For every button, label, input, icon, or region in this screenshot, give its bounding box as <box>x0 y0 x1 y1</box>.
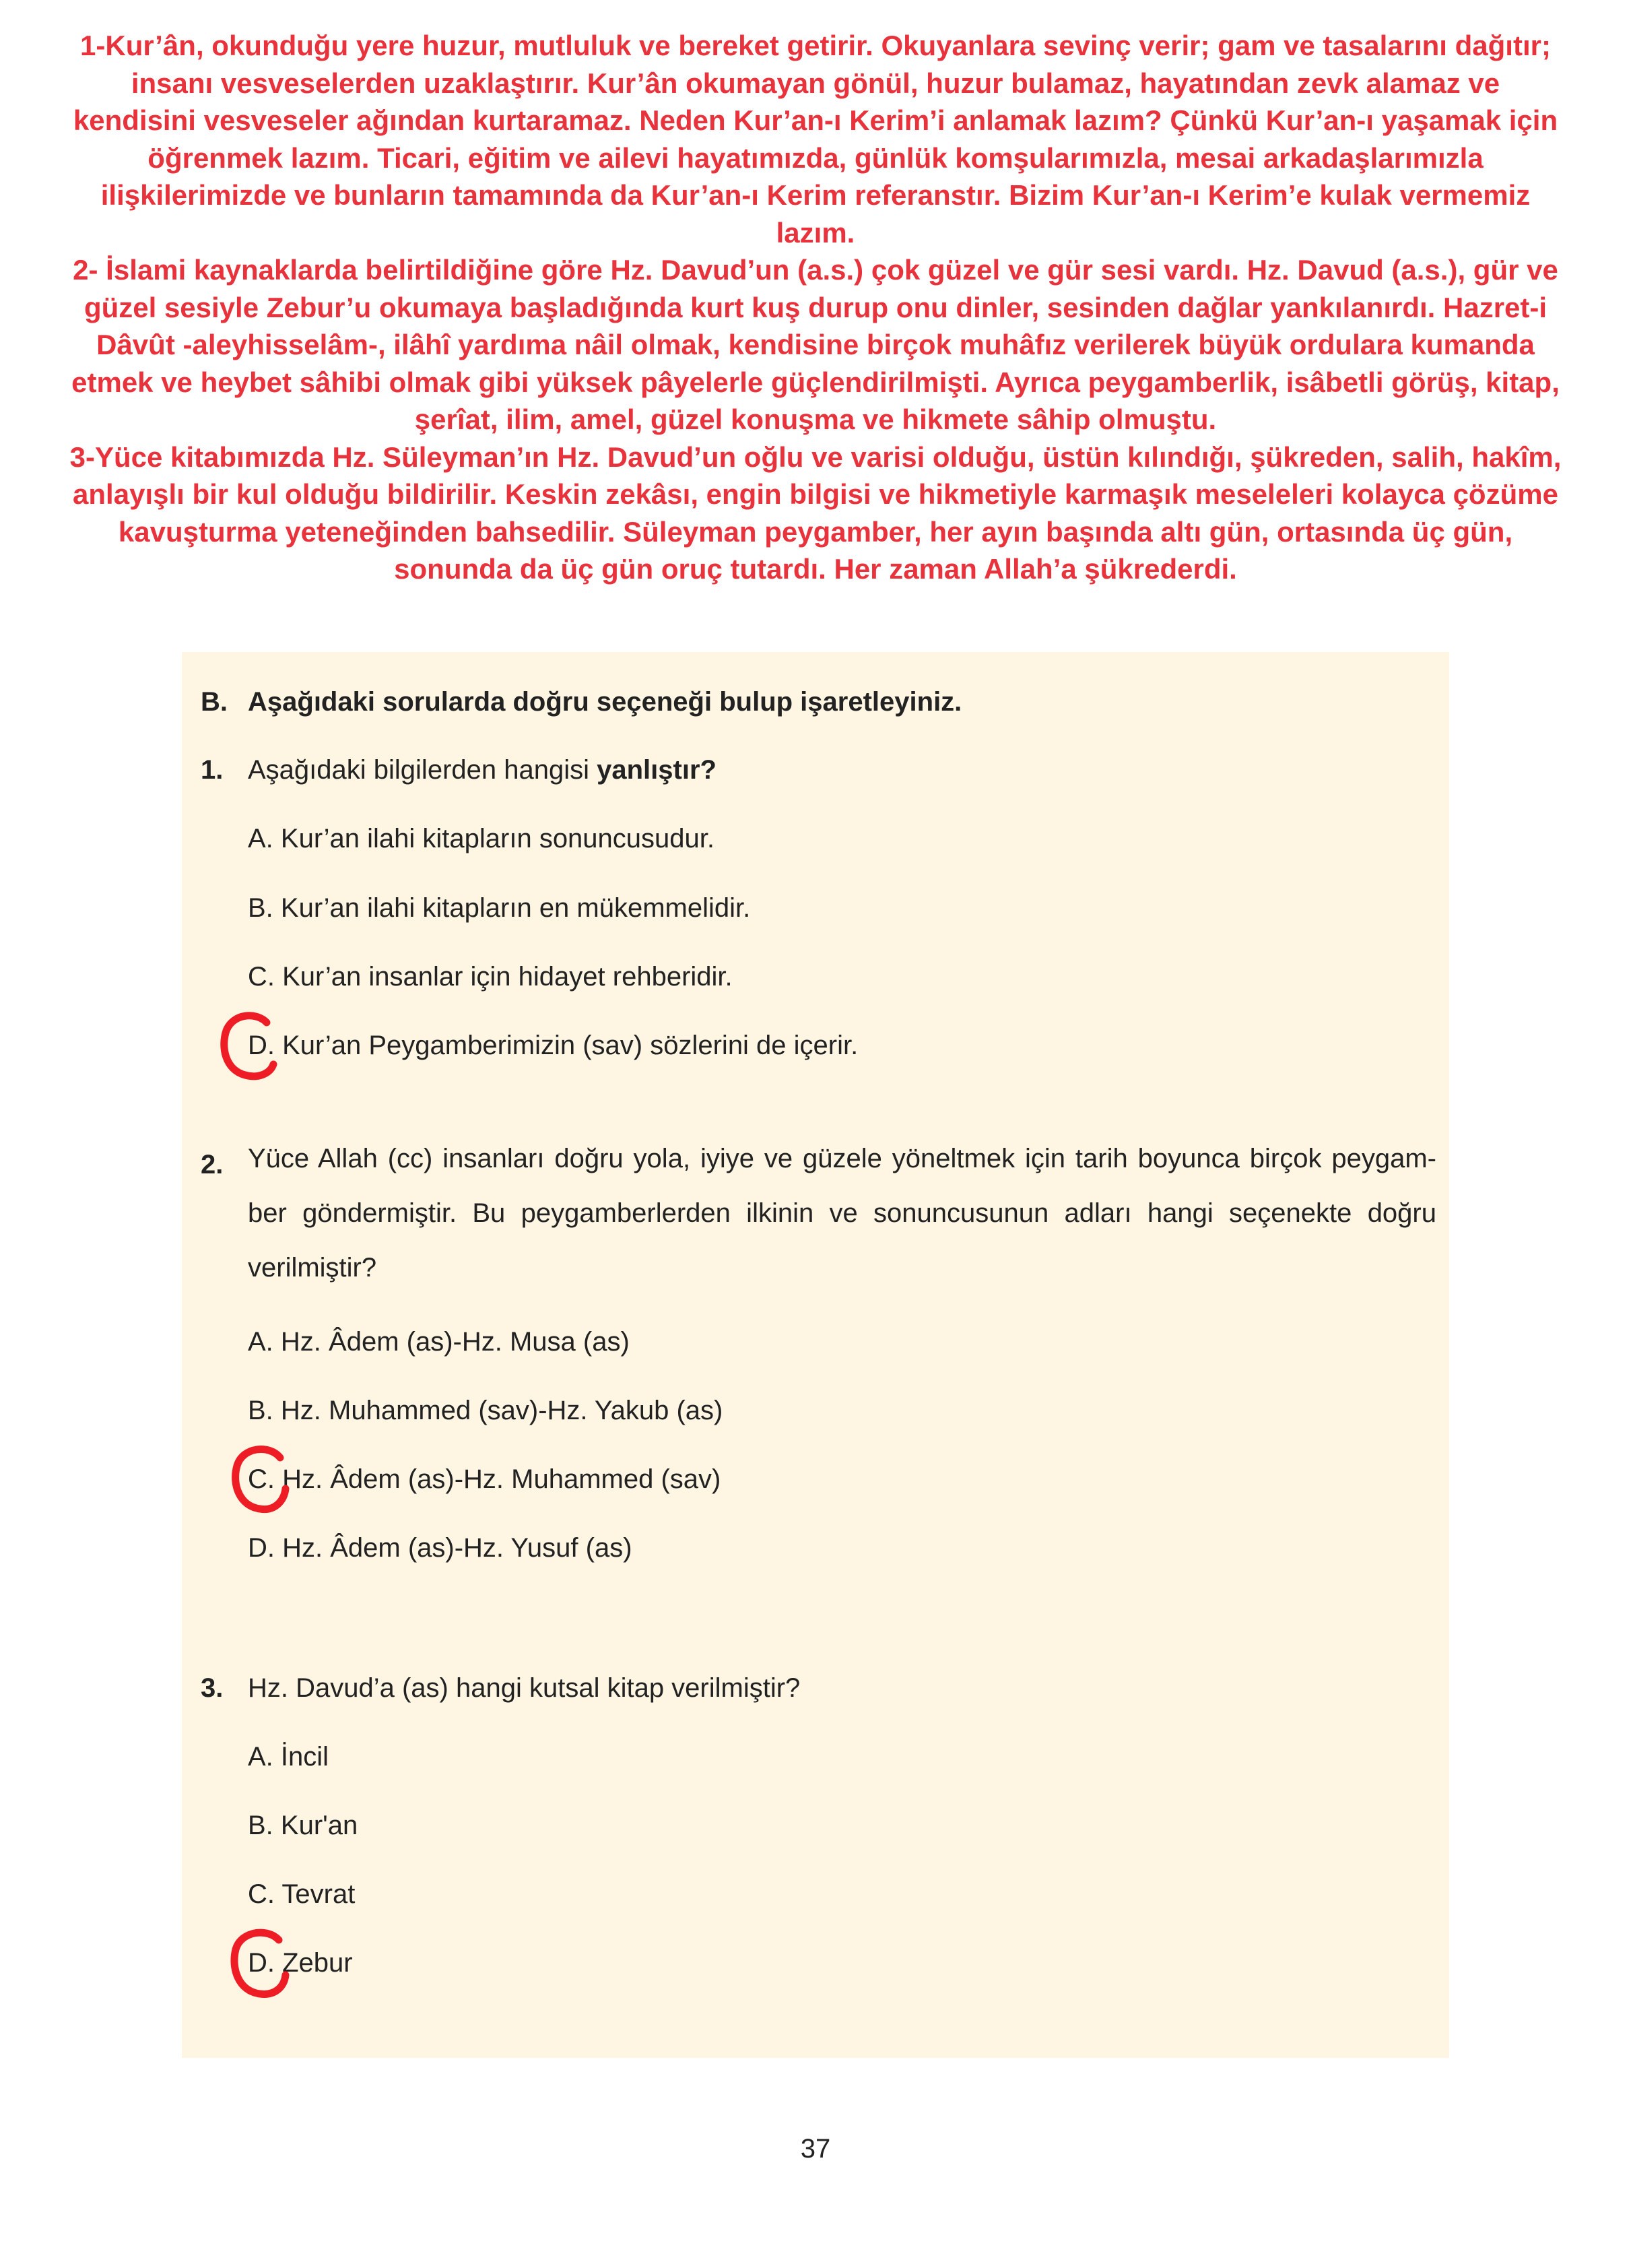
q1-option-c[interactable]: C. Kur’an insanlar için hidayet rehberidir. <box>248 962 733 992</box>
q3-option-d[interactable]: D. Zebur <box>248 1948 353 1978</box>
question-2-number: 2. <box>201 1150 224 1179</box>
q1-option-d[interactable]: D. Kur’an Peygamberimizin (sav) sözlerini de içerir. <box>248 1031 859 1060</box>
question-2-text: Yüce Allah (cc) insanları doğru yola, iyiye ve güzele yöneltmek için tarih boyunca birçok peygam- ber göndermiştir. Bu peygamberlerden ilkinin ve sonuncusunun adları hangi seçenekte doğru verilmiştir? <box>248 1144 1436 1283</box>
q3-option-a[interactable]: A. İncil <box>248 1742 329 1772</box>
q2-answer-circle <box>229 1441 293 1516</box>
section-instruction: Aşağıdaki sorularda doğru seçeneği bulup işaretleyiniz. <box>248 687 962 717</box>
answer-3: 3-Yüce kitabımızda Hz. Süleyman’ın Hz. Davud’un oğlu ve varisi olduğu, üstün kılındığı, şükreden, salih, hakîm, anlayışlı bir kul olduğu bildirilir. Keskin zekâsı, engin bilgisi ve hikmetiyle karmaşık meseleleri kolayca çözüme kavuşturma yeteneğinden bahsedilir. Süleyman peygamber, her ayın başında altı gün, ortasında üç gün, sonunda da üç gün oruç tutardı. Her zaman Allah’a şükrederdi. <box>69 441 1562 585</box>
page-number: 37 <box>800 2134 831 2164</box>
q3-answer-circle <box>229 1925 293 2001</box>
q2-option-c[interactable]: C. Hz. Âdem (as)-Hz. Muhammed (sav) <box>248 1464 721 1494</box>
q2-option-a[interactable]: A. Hz. Âdem (as)-Hz. Musa (as) <box>248 1327 630 1357</box>
q3-option-b[interactable]: B. Kur'an <box>248 1811 358 1840</box>
q1-option-b[interactable]: B. Kur’an ilahi kitapların en mükemmelidir. <box>248 893 751 923</box>
q3-option-c[interactable]: C. Tevrat <box>248 1879 356 1909</box>
q1-option-a[interactable]: A. Kur’an ilahi kitapların sonuncusudur. <box>248 824 715 853</box>
question-1-emphasis: yanlıştır? <box>597 755 717 785</box>
question-1-number: 1. <box>201 755 224 785</box>
question-3-number: 3. <box>201 1673 224 1703</box>
q2-option-b[interactable]: B. Hz. Muhammed (sav)-Hz. Yakub (as) <box>248 1396 723 1425</box>
q1-answer-circle <box>220 1008 280 1083</box>
section-letter: B. <box>201 687 228 717</box>
question-3-text: Hz. Davud’a (as) hangi kutsal kitap verilmiştir? <box>248 1673 801 1703</box>
answer-notes <box>67 27 1564 588</box>
answer-2: 2- İslami kaynaklarda belirtildiğine göre Hz. Davud’un (a.s.) çok güzel ve gür sesi vardı. Hz. Davud (a.s.), gür ve güzel sesiyle Zebur’u okumaya başladığında kurt kuş durup onu dinler, sesinden dağlar yankılanırdı. Hazret-i Dâvût -aleyhisselâm-, ilâhî yardıma nâil olmak, kendisine birçok muhâfız verilerek büyük ordulara kumanda etmek ve heybet sâhibi olmak gibi yüksek pâyelerle güçlendirilmişti. Ayrıca peygamberlik, isâbetli görüş, kitap, şerîat, ilim, amel, güzel konuşma ve hikmete sâhip olmuştu. <box>71 254 1560 435</box>
question-1-text <box>248 754 717 786</box>
question-1-stem: Aşağıdaki bilgilerden hangisi <box>248 755 589 785</box>
q2-option-d[interactable]: D. Hz. Âdem (as)-Hz. Yusuf (as) <box>248 1533 632 1563</box>
answer-1: 1-Kur’ân, okunduğu yere huzur, mutluluk ve bereket getirir. Okuyanlara sevinç verir; gam ve tasalarını dağıtır; insanı vesveselerden uzaklaştırır. Kur’ân okumayan gönül, huzur bulamaz, hayatından zevk alamaz ve kendisini vesveseler ağından kurtaramaz. Neden Kur’an-ı Kerim’i anlamak lazım? Çünkü Kur’an-ı yaşamak için öğrenmek lazım. Ticari, eğitim ve ailevi hayatımızda, günlük komşularımızla, mesai arkadaşlarımızla ilişkilerimizde ve bunların tamamında da Kur’an-ı Kerim referanstır. Bizim Kur’an-ı Kerim’e kulak vermemiz lazım. <box>73 30 1558 249</box>
